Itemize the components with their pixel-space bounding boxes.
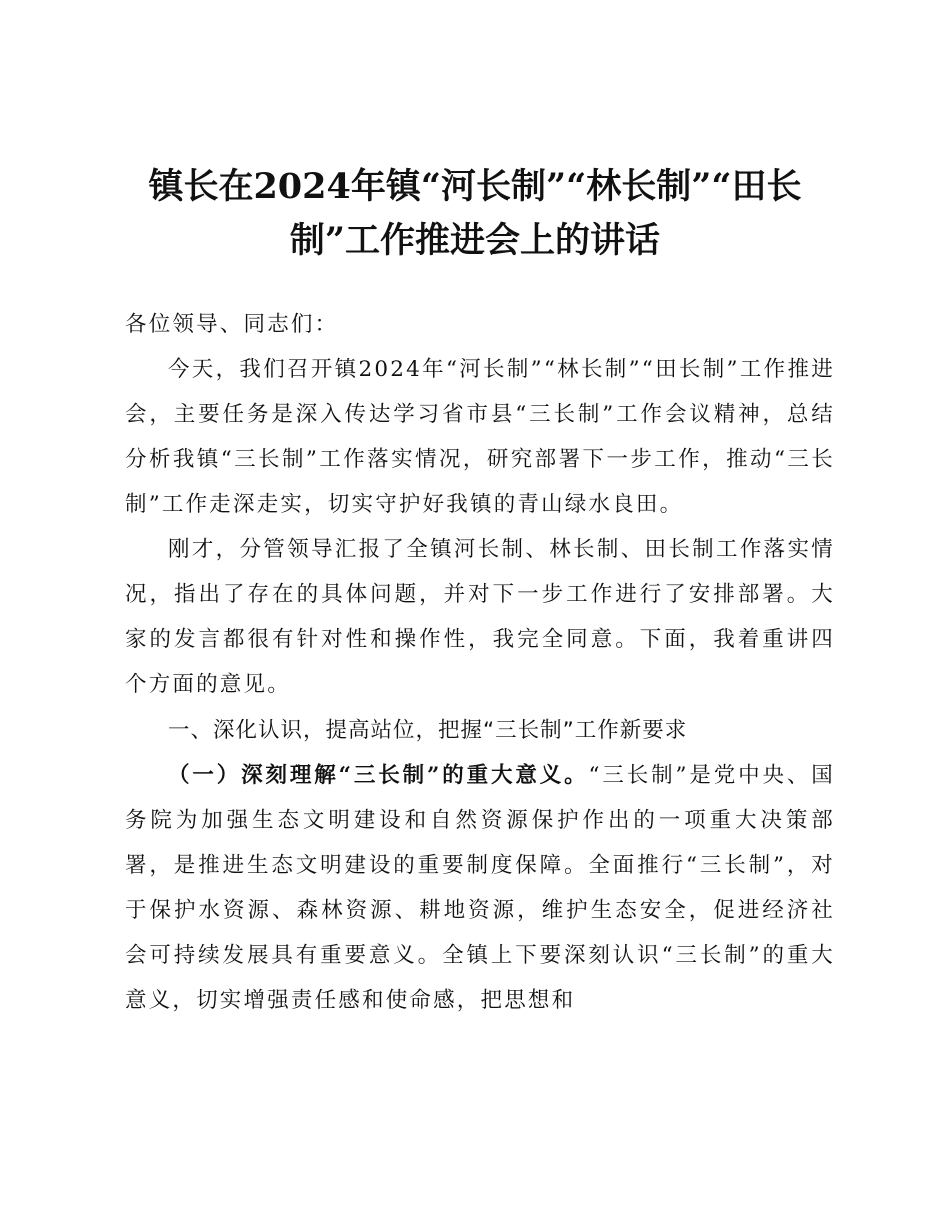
paragraph-opening: 今天，我们召开镇2024年“河长制”“林长制”“田长制”工作推进会，主要任务是深入传达学习省市县“三长制”工作会议精神，总结分析我镇“三长制”工作落实情况，研究部署下一步工作，推动“三长制”工作走深走实，切实守护好我镇的青山绿水良田。 [125,357,835,517]
document-title: 镇长在2024年镇“河长制”“林长制”“田长制”工作推进会上的讲话 [148,166,802,261]
subsection-lead: （一）深刻理解“三长制”的重大意义。 [168,763,589,788]
section-heading-1: 一、深化认识，提高站位，把握“三长制”工作新要求 [168,718,688,743]
subsection-text: “三长制”是党中央、国务院为加强生态文明建设和自然资源保护作出的一项重大决策部署，是推进生态文明建设的重要制度保障。全面推行“三长制”，对于保护水资源、森林资源、耕地资源，维护生态安全，促进经济社会可持续发展具有重要意义。全镇上下要深刻认识“三长制”的重大意义，切实增强责任感和使命感，把思想和 [125,763,835,1013]
subsection-paragraph-1 [125,753,835,1023]
salutation: 各位领导、同志们： [125,312,339,337]
document-body [125,302,835,1023]
paragraph-report: 刚才，分管领导汇报了全镇河长制、林长制、田长制工作落实情况，指出了存在的具体问题，并对下一步工作进行了安排部署。大家的发言都很有针对性和操作性，我完全同意。下面，我着重讲四个方面的意见。 [125,537,835,697]
